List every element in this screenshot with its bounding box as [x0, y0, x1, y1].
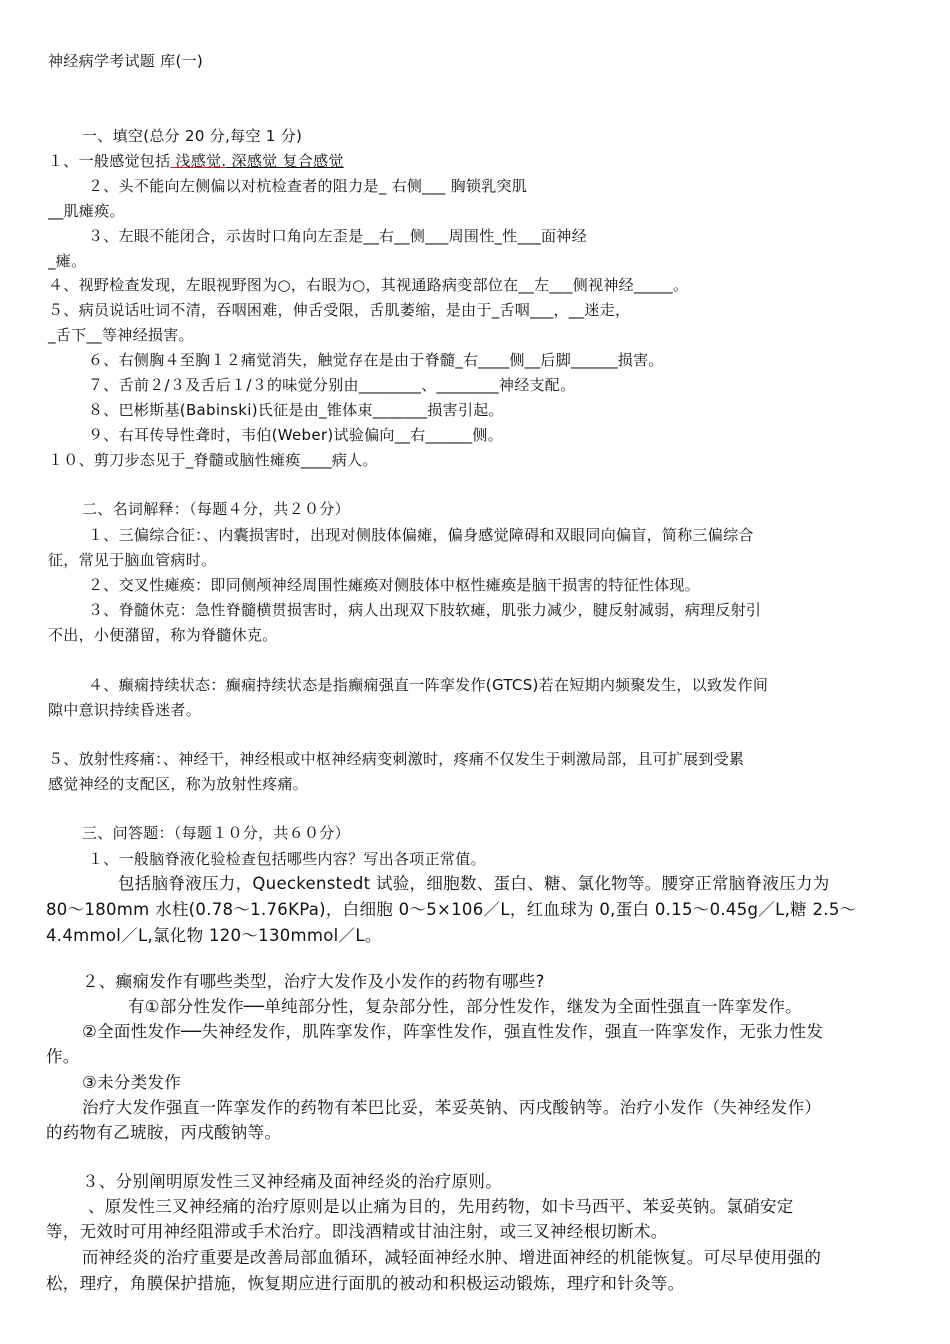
fill-q6: ６、右侧胸４至胸１２痛觉消失，触觉存在是由于脊髓_右____侧__后脚______损害。	[88, 351, 664, 369]
term-1-line-2: 征，常见于脑血管病时。	[48, 551, 217, 569]
qa-2-question: ２、癫痫发作有哪些类型，治疗大发作及小发作的药物有哪些?	[82, 972, 545, 991]
qa-2-answer-line-3: 作。	[46, 1047, 80, 1066]
fill-q3-line-2: _瘫。	[48, 252, 87, 270]
qa-2-answer-line-5: 治疗大发作强直一阵挛发作的药物有苯巴比妥，苯妥英钠、丙戌酸钠等。治疗小发作（失神经发作）	[82, 1098, 822, 1117]
fill-q10: １０、剪刀步态见于_脊髓或脑性瘫痪____病人。	[48, 451, 378, 469]
term-5-line-1: ５、放射性疼痛：、神经干，神经根或中枢神经病变刺激时，疼痛不仅发生于刺激局部，且可扩展到受累	[48, 750, 745, 768]
qa-3-answer-line-1: 、原发性三叉神经痛的治疗原则是以止痛为目的，先用药物，如卡马西平、苯妥英钠。氯硝安定	[88, 1197, 794, 1216]
qa-1-answer-line-3: 4.4mmol／L,氯化物 120～130mmol／L。	[46, 926, 382, 945]
qa-3-answer-line-3: 而神经炎的治疗重要是改善局部血循环，减轻面神经水肿、增进面神经的机能恢复。可尽早使用强的	[82, 1248, 822, 1267]
fill-q7: ７、舌前２/３及舌后１/３的味觉分别由________、________神经支配。	[88, 376, 576, 394]
section-1-heading: 一、填空(总分 20 分,每空 1 分)	[82, 127, 303, 145]
qa-3-answer-line-2: 等，无效时可用神经阻滞或手术治疗。即浅酒精或甘油注射，或三叉神经根切断术。	[46, 1222, 668, 1241]
fill-q2-line-2: __肌瘫痪。	[48, 202, 125, 220]
qa-3-question: ３、分别阐明原发性三叉神经痛及面神经炎的治疗原则。	[82, 1172, 502, 1191]
qa-1-question: １、一般脑脊液化验检查包括哪些内容？写出各项正常值。	[88, 850, 486, 868]
term-2: ２、交叉性瘫痪：即同侧颅神经周围性瘫痪对侧肢体中枢性瘫痪是脑干损害的特征性体现。	[88, 576, 701, 594]
section-2-heading: 二、名词解释：（每题４分，共２０分）	[82, 500, 350, 518]
term-5-line-2: 感觉神经的支配区，称为放射性疼痛。	[48, 775, 309, 793]
qa-2-answer-line-4: ③未分类发作	[82, 1073, 182, 1092]
qa-2-answer-line-1: 有①部分性发作──单纯部分性，复杂部分性，部分性发作，继发为全面性强直一阵挛发作。	[128, 997, 802, 1016]
fill-q8: ８、巴彬斯基(Babinski)氏征是由_锥体束_______损害引起。	[88, 401, 504, 419]
fill-q5-line-2: _舌下__等神经损害。	[48, 326, 194, 344]
qa-1-answer-line-1: 包括脑脊液压力，Queckenstedt 试验，细胞数、蛋白、糖、氯化物等。腰穿正常脑脊液压力为	[118, 874, 830, 893]
qa-1-answer-line-2: 80～180mm 水柱(0.78～1.76KPa)，白细胞 0～5×106／L，红血球为 0,蛋白 0.15～0.45g／L,糖 2.5～	[46, 900, 857, 919]
term-3-line-1: ３、脊髓休克：急性脊髓横贯损害时，病人出现双下肢软瘫，肌张力减少，腱反射减弱，病理反射引	[88, 601, 762, 619]
term-3-line-2: 不出，小便潴留，称为脊髓休克。	[48, 626, 278, 644]
term-4-line-2: 隙中意识持续昏迷者。	[48, 701, 202, 719]
qa-3-answer-line-4: 松，理疗，角膜保护措施，恢复期应进行面肌的被动和积极运动锻炼，理疗和针灸等。	[46, 1274, 685, 1293]
document-title: 神经病学考试题 库(一)	[48, 52, 204, 70]
qa-2-answer-line-2: ②全面性发作──失神经发作，肌阵挛发作，阵挛性发作，强直性发作，强直一阵挛发作，无张力性发	[82, 1022, 824, 1041]
fill-q1-answer-1: 浅感觉.	[170, 152, 227, 170]
term-1-line-1: １、三偏综合征：、内囊损害时，出现对侧肢体偏瘫，偏身感觉障碍和双眼同向偏盲，简称三偏综合	[88, 526, 754, 544]
qa-2-answer-line-6: 的药物有乙琥胺，丙戌酸钠等。	[46, 1123, 282, 1142]
term-4-line-1: ４、癫痫持续状态：癫痫持续状态是指癫痫强直一阵挛发作(GTCS)若在短期内频聚发生，以致发作间	[88, 676, 769, 694]
fill-q1-answer-2: 深感觉 复合感觉	[226, 152, 344, 170]
fill-q1	[48, 152, 344, 170]
section-3-heading: 三、问答题：（每题１０分，共６０分）	[82, 824, 350, 842]
fill-q5-line-1: ５、病员说话吐词不清，吞咽困难，伸舌受限，舌肌萎缩，是由于_舌咽___，__迷走，	[48, 301, 631, 319]
fill-q4: ４、视野检查发现，左眼视野图为○，右眼为○，其视通路病变部位在__左___侧视神经_____。	[48, 276, 689, 294]
fill-q2-line-1: ２、头不能向左侧偏以对杭检查者的阻力是_ 右侧___ 胸锁乳突肌	[88, 177, 528, 195]
fill-q3-line-1: ３、左眼不能闭合，示齿时口角向左歪是__右__侧___周围性_性___面神经	[88, 227, 587, 245]
fill-q9: ９、右耳传导性聋时，韦伯(Weber)试验偏向__右______侧。	[88, 426, 504, 444]
fill-q1-prefix: １、一般感觉包括	[48, 152, 171, 170]
